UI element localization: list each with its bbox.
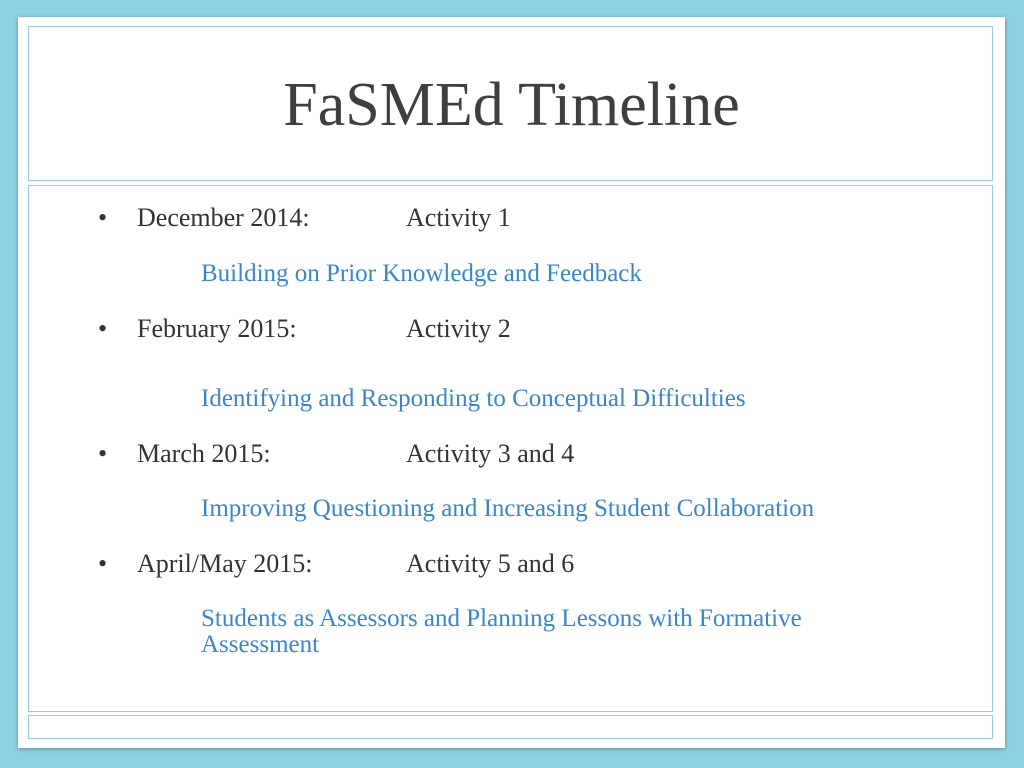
timeline-activity: Activity 1 bbox=[406, 203, 511, 232]
timeline-activity: Activity 3 and 4 bbox=[406, 439, 575, 468]
bullet: • bbox=[98, 439, 108, 468]
slide bbox=[18, 17, 1005, 748]
timeline-date: December 2014: bbox=[137, 203, 310, 232]
slide-title: FaSMEd Timeline bbox=[283, 71, 740, 139]
timeline-activity: Activity 5 and 6 bbox=[406, 549, 575, 578]
timeline-description-3: Improving Questioning and Increasing Student Collaboration bbox=[201, 495, 815, 522]
timeline-description-4: Students as Assessors and Planning Lessons with Formative Assessment bbox=[201, 605, 802, 658]
bullet: • bbox=[98, 203, 108, 232]
timeline-date: April/May 2015: bbox=[137, 549, 313, 578]
bullet: • bbox=[98, 549, 108, 578]
timeline-date: March 2015: bbox=[137, 439, 271, 468]
timeline-activity: Activity 2 bbox=[406, 314, 511, 343]
footer-frame bbox=[28, 715, 993, 739]
timeline-description-1: Building on Prior Knowledge and Feedback bbox=[201, 260, 642, 287]
timeline-date: February 2015: bbox=[137, 314, 297, 343]
bullet: • bbox=[98, 314, 108, 343]
timeline-description-2: Identifying and Responding to Conceptual Difficulties bbox=[201, 385, 746, 412]
